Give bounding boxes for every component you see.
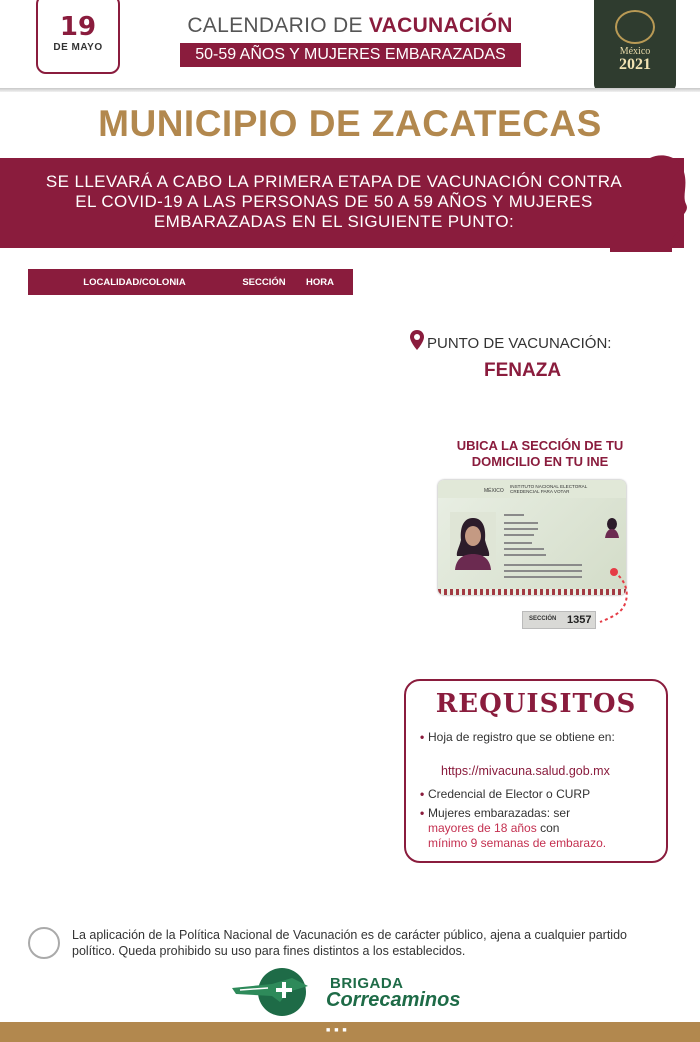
bullet-icon: • (420, 806, 425, 820)
ine-doc-name: CREDENCIAL PARA VOTAR (510, 489, 570, 494)
date-day: 19 (59, 12, 97, 42)
requisito-embarazadas-line1: Mujeres embarazadas: ser (428, 806, 571, 820)
logo-country: México (619, 46, 651, 57)
date-month: DE MAYO (53, 42, 103, 53)
ubica-instruction: UBICA LA SECCIÓN DE TU DOMICILIO EN TU INE (456, 438, 624, 469)
col-header-localidad: LOCALIDAD/COLONIA (29, 270, 241, 295)
requisito-edad: mayores de 18 años (428, 821, 537, 835)
footer-bar (0, 1022, 700, 1042)
eagle-emblem-icon (615, 10, 655, 44)
bullet-icon: • (420, 730, 425, 744)
ine-country: MÉXICO (484, 488, 504, 494)
dotted-arrow-icon (596, 570, 636, 630)
mivacuna-link[interactable]: https://mivacuna.salud.gob.mx (441, 764, 610, 778)
schedule-table (28, 269, 353, 295)
calendar-title (160, 14, 540, 38)
national-seal-icon (28, 927, 60, 959)
seccion-example-label: SECCIÓN (529, 616, 557, 622)
calendar-title-prefix: CALENDARIO DE (187, 14, 363, 37)
person-small-photo-icon (604, 516, 620, 538)
bullet-icon: • (420, 787, 425, 801)
brigada-name: Correcaminos (326, 989, 461, 1011)
map-pin-icon (410, 330, 424, 350)
ine-institute-name: INSTITUTO NACIONAL ELECTORAL (510, 484, 588, 489)
requisito-item-credencial (420, 787, 648, 802)
col-header-hora: HORA (288, 270, 353, 295)
person-photo-icon (450, 512, 496, 570)
seccion-example-value: 1357 (567, 614, 592, 626)
requisito-embarazadas-line2 (428, 821, 658, 836)
requisito-con: con (536, 821, 560, 835)
requisito-registro-text: Hoja de registro que se obtiene en: (428, 730, 615, 744)
punto-label: PUNTO DE VACUNACIÓN: (427, 335, 612, 352)
ine-institute (510, 484, 587, 494)
brigada-correcaminos-logo-icon (232, 966, 318, 1018)
logo-year: 2021 (619, 56, 651, 73)
col-header-seccion: SECCIÓN (241, 270, 288, 295)
punto-value: FENAZA (484, 360, 562, 381)
brigada-title: BRIGADA (330, 975, 404, 992)
calendar-subtitle: 50-59 AÑOS Y MUJERES EMBARAZADAS (180, 43, 521, 67)
table-header-row (29, 270, 353, 295)
date-badge (36, 0, 120, 74)
header-divider (0, 88, 700, 92)
requisito-item-embarazadas (420, 806, 658, 851)
banner-text: SE LLEVARÁ A CABO LA PRIMERA ETAPA DE VACUNACIÓN CONTRA EL COVID-19 A LAS PERSONAS DE 50 A 59 AÑOS Y MUJERES EMBARAZADAS EN EL SIGUIENTE PUNTO: (45, 172, 623, 231)
facebook-icon[interactable]: ■ (326, 1027, 332, 1034)
requisitos-title: REQUISITOS (435, 689, 637, 719)
twitter-icon[interactable]: ■ (334, 1027, 340, 1034)
mexico-2021-logo (594, 0, 676, 92)
requisito-item-registro (420, 730, 648, 745)
seccion-example-box (522, 611, 596, 629)
youtube-icon[interactable]: ■ (342, 1027, 348, 1034)
calendar-title-strong: VACUNACIÓN (368, 14, 513, 37)
municipio-title: MUNICIPIO DE ZACATECAS (98, 103, 602, 144)
social-icons[interactable] (326, 1027, 348, 1034)
disclaimer-text: La aplicación de la Política Nacional de Vacunación es de carácter público, ajena a cualquier partido político. Queda prohibido su uso para fines distintos a los establecidos. (72, 928, 627, 958)
requisito-semanas: mínimo 9 semanas de embarazo. (428, 836, 607, 850)
requisito-credencial-text: Credencial de Elector o CURP (428, 787, 591, 801)
